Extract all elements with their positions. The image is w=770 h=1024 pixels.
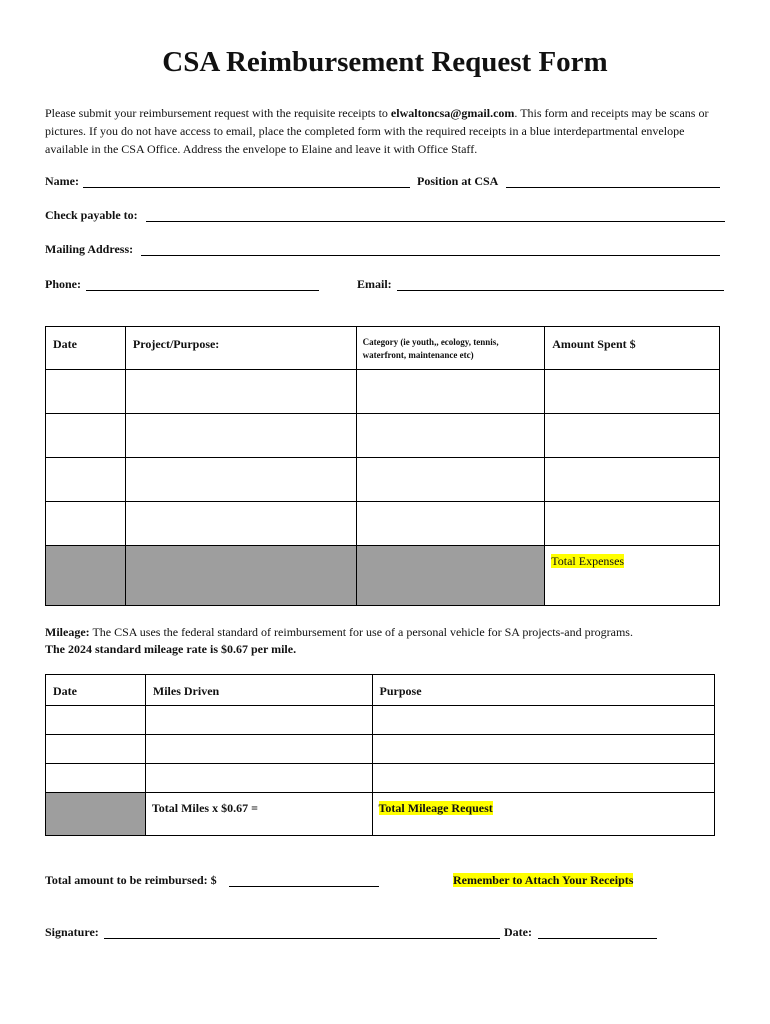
phone-field[interactable] bbox=[86, 276, 319, 291]
expenses-total-row bbox=[46, 546, 720, 606]
expense-amount-cell[interactable] bbox=[545, 502, 720, 546]
table-row bbox=[46, 370, 720, 414]
expense-project-cell[interactable] bbox=[125, 502, 356, 546]
total-expenses-cell[interactable] bbox=[545, 546, 720, 606]
instructions-text-post: . This form and receipts may be scans or pictures. If you do not have access to email, place the completed form with the required receipts in a blue interdepartmental envelope available in the CSA Office. Address the envelope to Elaine and leave it with Office Staff. bbox=[45, 106, 709, 156]
expenses-header-amount: Amount Spent $ bbox=[552, 337, 636, 351]
contact-email[interactable]: elwaltoncsa@gmail.com bbox=[390, 106, 515, 120]
total-reimbursed-label: Total amount to be reimbursed: $ bbox=[45, 873, 217, 887]
mileage-label: Mileage: bbox=[45, 625, 90, 639]
mileage-miles-cell[interactable] bbox=[145, 764, 372, 793]
expense-date-cell[interactable] bbox=[46, 458, 126, 502]
expense-amount-cell[interactable] bbox=[545, 458, 720, 502]
date-field[interactable] bbox=[538, 924, 657, 939]
total-miles-label: Total Miles x $0.67 = bbox=[151, 801, 258, 815]
check-payable-label: Check payable to: bbox=[45, 208, 138, 222]
mileage-header-date: Date bbox=[53, 684, 77, 698]
mileage-miles-cell[interactable] bbox=[145, 735, 372, 764]
mileage-total-row bbox=[46, 793, 715, 836]
signature-label: Signature: bbox=[45, 925, 99, 939]
total-reimbursed-field[interactable] bbox=[229, 872, 379, 887]
expenses-header-date: Date bbox=[53, 337, 77, 351]
mailing-address-label: Mailing Address: bbox=[45, 242, 134, 256]
date-label: Date: bbox=[504, 925, 532, 939]
email-field[interactable] bbox=[397, 276, 724, 291]
position-label: Position at CSA bbox=[417, 174, 499, 188]
expense-date-cell[interactable] bbox=[46, 370, 126, 414]
gray-cell bbox=[46, 546, 126, 606]
expense-category-cell[interactable] bbox=[356, 370, 545, 414]
instructions-paragraph bbox=[45, 104, 730, 158]
expense-category-cell[interactable] bbox=[356, 414, 545, 458]
table-row bbox=[46, 458, 720, 502]
name-field[interactable] bbox=[83, 173, 410, 188]
expense-category-cell[interactable] bbox=[356, 458, 545, 502]
table-row bbox=[46, 764, 715, 793]
total-mileage-request-label: Total Mileage Request bbox=[378, 801, 493, 815]
expenses-header-row bbox=[46, 327, 720, 370]
mileage-header-row bbox=[46, 675, 715, 706]
gray-cell bbox=[125, 546, 356, 606]
total-miles-cell[interactable] bbox=[145, 793, 372, 836]
mileage-date-cell[interactable] bbox=[46, 735, 146, 764]
expense-amount-cell[interactable] bbox=[545, 414, 720, 458]
mileage-purpose-cell[interactable] bbox=[372, 706, 714, 735]
table-row bbox=[46, 735, 715, 764]
expenses-table bbox=[45, 326, 720, 606]
mileage-header-purpose: Purpose bbox=[379, 684, 422, 698]
mileage-table bbox=[45, 674, 715, 836]
mileage-purpose-cell[interactable] bbox=[372, 735, 714, 764]
table-row bbox=[46, 414, 720, 458]
page-title: CSA Reimbursement Request Form bbox=[162, 46, 608, 78]
expense-project-cell[interactable] bbox=[125, 458, 356, 502]
expense-amount-cell[interactable] bbox=[545, 370, 720, 414]
table-row bbox=[46, 502, 720, 546]
signature-field[interactable] bbox=[104, 924, 500, 939]
total-expenses-label: Total Expenses bbox=[551, 554, 625, 568]
mileage-header-miles: Miles Driven bbox=[152, 684, 220, 698]
check-payable-field[interactable] bbox=[146, 207, 725, 222]
mileage-text: The CSA uses the federal standard of reimbursement for use of a personal vehicle for SA projects-and programs. bbox=[89, 625, 633, 639]
table-row bbox=[46, 706, 715, 735]
total-mileage-request-cell[interactable] bbox=[372, 793, 714, 836]
expense-project-cell[interactable] bbox=[125, 370, 356, 414]
email-label: Email: bbox=[357, 277, 392, 291]
mileage-date-cell[interactable] bbox=[46, 706, 146, 735]
attach-receipts-reminder: Remember to Attach Your Receipts bbox=[453, 873, 634, 887]
expenses-header-project: Project/Purpose: bbox=[132, 337, 220, 351]
position-field[interactable] bbox=[506, 173, 720, 188]
expense-project-cell[interactable] bbox=[125, 414, 356, 458]
expense-date-cell[interactable] bbox=[46, 502, 126, 546]
mileage-date-cell[interactable] bbox=[46, 764, 146, 793]
gray-cell bbox=[356, 546, 545, 606]
expense-category-cell[interactable] bbox=[356, 502, 545, 546]
expenses-header-category: Category (ie youth,, ecology, tennis, waterfront, maintenance etc) bbox=[362, 337, 499, 360]
mailing-address-field[interactable] bbox=[141, 241, 720, 256]
mileage-purpose-cell[interactable] bbox=[372, 764, 714, 793]
expense-date-cell[interactable] bbox=[46, 414, 126, 458]
mileage-miles-cell[interactable] bbox=[145, 706, 372, 735]
mileage-note bbox=[45, 624, 735, 658]
name-label: Name: bbox=[45, 174, 79, 188]
mileage-rate: The 2024 standard mileage rate is $0.67 per mile. bbox=[45, 642, 297, 656]
instructions-text-pre: Please submit your reimbursement request with the requisite receipts to bbox=[45, 106, 391, 120]
phone-label: Phone: bbox=[45, 277, 81, 291]
gray-cell bbox=[46, 793, 146, 836]
